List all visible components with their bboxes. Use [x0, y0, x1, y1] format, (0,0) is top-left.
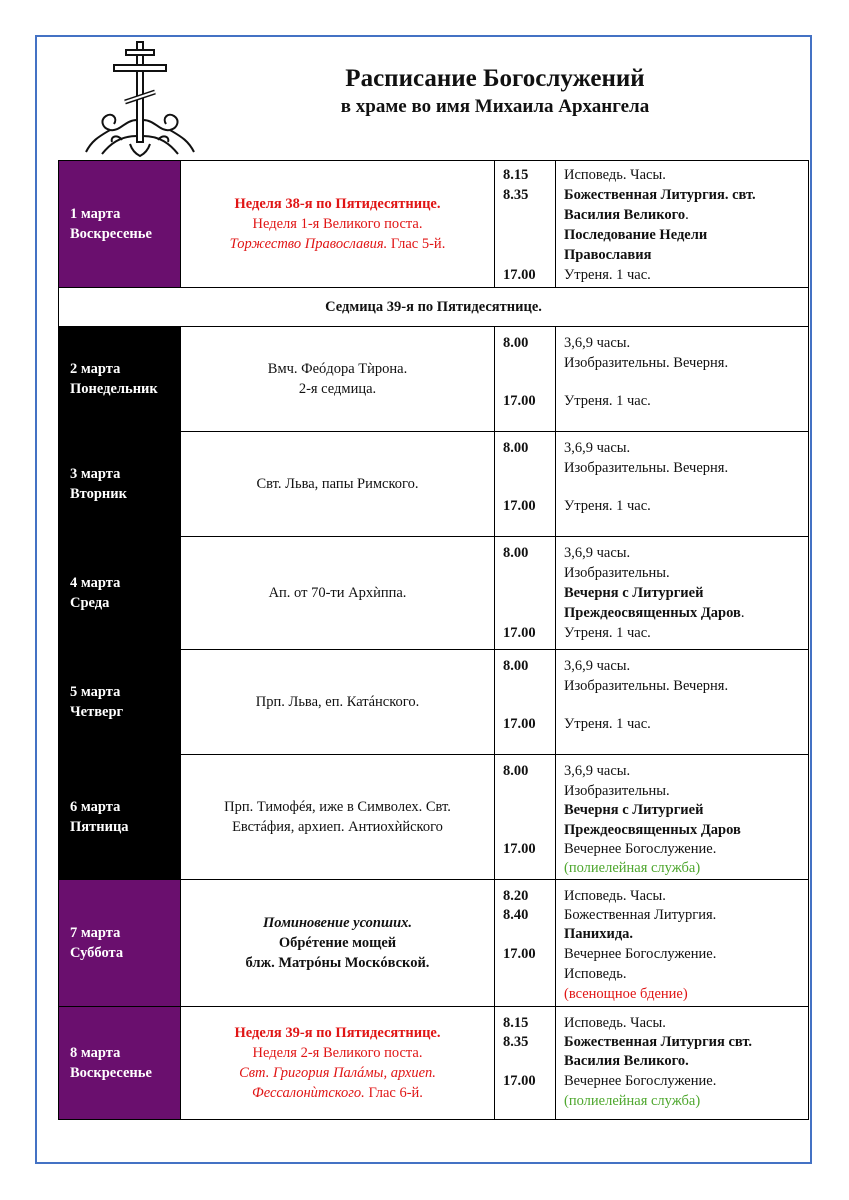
- feast-line: Прп. Льва, еп. Катáнского.: [255, 694, 420, 710]
- service-line: Последование Недели: [564, 227, 708, 243]
- service-line: .: [685, 207, 689, 223]
- feast-line: Прп. Тимофéя, иже в Символех. Свт.: [224, 799, 451, 815]
- service-line: Божественная Литургия свт.: [564, 1034, 753, 1050]
- service-line: (полиелейная служба): [564, 860, 701, 876]
- service-line: Изобразительны. Вечерня.: [564, 460, 729, 476]
- day-weekday: Четверг: [70, 704, 124, 720]
- feast-line: Глас 5-й.: [387, 236, 446, 252]
- services-cell: [556, 327, 809, 432]
- services-cell: [556, 1007, 809, 1120]
- day-cell: [59, 650, 181, 755]
- times-cell: [495, 161, 556, 288]
- service-time: 17.00: [503, 498, 536, 514]
- service-line: Утреня. 1 час.: [564, 393, 651, 409]
- day-cell: [59, 1007, 181, 1120]
- day-weekday: Среда: [70, 595, 110, 611]
- feast-cell: [181, 537, 495, 650]
- service-line: Божественная Литургия.: [564, 907, 717, 923]
- times-cell: [495, 432, 556, 537]
- feast-line: Фессалонѝтского.: [252, 1085, 365, 1101]
- day-weekday: Воскресенье: [70, 1065, 152, 1081]
- service-line: Вечерня с Литургией: [564, 585, 704, 601]
- feast-cell: [181, 432, 495, 537]
- feast-line: Евстáфия, архиеп. Антиохѝйского: [232, 819, 443, 835]
- feast-line: 2-я седмица.: [298, 381, 377, 397]
- service-line: Вечернее Богослужение.: [564, 841, 717, 857]
- service-time: 8.40: [503, 907, 529, 923]
- feast-line: блж. Матрóны Москóвской.: [245, 955, 430, 971]
- service-line: 3,6,9 часы.: [564, 440, 631, 456]
- day-weekday: Вторник: [70, 486, 127, 502]
- service-line: 3,6,9 часы.: [564, 763, 631, 779]
- day-date: 1 марта: [70, 206, 121, 222]
- service-line: Василия Великого: [564, 207, 686, 223]
- services-cell: [556, 161, 809, 288]
- services-cell: [556, 537, 809, 650]
- service-line: Исповедь. Часы.: [564, 888, 666, 904]
- day-weekday: Воскресенье: [70, 226, 152, 242]
- service-time: 17.00: [503, 625, 536, 641]
- feast-line: Неделя 39-я по Пятидесятнице.: [234, 1025, 441, 1041]
- day-date: 5 марта: [70, 684, 121, 700]
- service-line: Преждеосвященных Даров: [564, 822, 741, 838]
- schedule-table: [58, 160, 809, 1120]
- day-weekday: Понедельник: [70, 381, 158, 397]
- page-subtitle: в храме во имя Михаила Архангела: [340, 96, 650, 117]
- service-line: Панихида.: [564, 926, 634, 942]
- service-line: Изобразительны.: [564, 783, 670, 799]
- service-time: 8.00: [503, 440, 529, 456]
- table-row: [59, 755, 809, 880]
- day-cell: [59, 537, 181, 650]
- day-date: 2 марта: [70, 361, 121, 377]
- day-cell: [59, 432, 181, 537]
- service-line: Божественная Литургия. свт.: [564, 187, 756, 203]
- service-time: 17.00: [503, 267, 536, 283]
- table-row: [59, 880, 809, 1007]
- service-line: 3,6,9 часы.: [564, 335, 631, 351]
- day-date: 4 марта: [70, 575, 121, 591]
- feast-line: Неделя 1-я Великого поста.: [252, 216, 423, 232]
- week-header: Седмица 39-я по Пятидесятнице.: [59, 288, 809, 327]
- header: [250, 64, 740, 120]
- services-cell: [556, 755, 809, 880]
- service-time: 8.15: [503, 167, 529, 183]
- service-line: Утреня. 1 час.: [564, 498, 651, 514]
- day-date: 6 марта: [70, 799, 121, 815]
- times-cell: [495, 537, 556, 650]
- day-cell: [59, 327, 181, 432]
- day-weekday: Пятница: [70, 819, 129, 835]
- table-row: [59, 650, 809, 755]
- service-time: 17.00: [503, 841, 536, 857]
- service-line: 3,6,9 часы.: [564, 545, 631, 561]
- service-time: 8.00: [503, 545, 529, 561]
- service-line: (всенощное бдение): [564, 986, 688, 1002]
- feast-cell: [181, 755, 495, 880]
- day-date: 8 марта: [70, 1045, 121, 1061]
- service-time: 8.20: [503, 888, 529, 904]
- table-row: [59, 161, 809, 288]
- service-line: Изобразительны. Вечерня.: [564, 678, 729, 694]
- service-time: 17.00: [503, 393, 536, 409]
- service-line: Исповедь. Часы.: [564, 167, 666, 183]
- services-cell: [556, 880, 809, 1007]
- feast-cell: [181, 1007, 495, 1120]
- service-time: 8.00: [503, 763, 529, 779]
- times-cell: [495, 1007, 556, 1120]
- feast-line: Поминовение усопших.: [262, 915, 413, 931]
- orthodox-cross-icon: [80, 40, 200, 160]
- feast-line: Вмч. Феóдора Тѝрона.: [267, 361, 408, 377]
- feast-line: Глас 6-й.: [364, 1085, 423, 1101]
- table-row: [59, 537, 809, 650]
- page-title: Расписание Богослужений: [345, 65, 645, 92]
- times-cell: [495, 880, 556, 1007]
- times-cell: [495, 755, 556, 880]
- day-date: 7 марта: [70, 925, 121, 941]
- service-line: Вечерня с Литургией: [564, 802, 704, 818]
- services-cell: [556, 432, 809, 537]
- day-cell: [59, 755, 181, 880]
- service-line: Вечернее Богослужение.: [564, 1073, 717, 1089]
- service-time: 17.00: [503, 1073, 536, 1089]
- table-row: [59, 1007, 809, 1120]
- table-row: [59, 288, 809, 327]
- services-cell: [556, 650, 809, 755]
- table-row: [59, 327, 809, 432]
- feast-cell: [181, 161, 495, 288]
- service-line: Преждеосвященных Даров: [564, 605, 741, 621]
- day-date: 3 марта: [70, 466, 121, 482]
- feast-line: Свт. Григория Палáмы, архиеп.: [239, 1065, 436, 1081]
- service-time: 8.35: [503, 187, 529, 203]
- service-line: (полиелейная служба): [564, 1093, 701, 1109]
- feast-line: Торжество Православия.: [229, 236, 388, 252]
- service-line: Православия: [564, 247, 652, 263]
- service-line: Изобразительны. Вечерня.: [564, 355, 729, 371]
- service-time: 8.35: [503, 1034, 529, 1050]
- service-line: Утреня. 1 час.: [564, 625, 651, 641]
- service-time: 8.00: [503, 335, 529, 351]
- service-line: Исповедь. Часы.: [564, 1015, 666, 1031]
- day-cell: [59, 880, 181, 1007]
- service-line: Утреня. 1 час.: [564, 267, 651, 283]
- service-time: 8.15: [503, 1015, 529, 1031]
- service-line: Изобразительны.: [564, 565, 670, 581]
- service-line: .: [740, 605, 745, 621]
- times-cell: [495, 327, 556, 432]
- service-line: 3,6,9 часы.: [564, 658, 631, 674]
- service-time: 17.00: [503, 716, 536, 732]
- service-time: 17.00: [503, 946, 536, 962]
- service-line: Вечернее Богослужение.: [564, 946, 717, 962]
- day-weekday: Суббота: [70, 945, 124, 961]
- service-time: 8.00: [503, 658, 529, 674]
- table-row: [59, 432, 809, 537]
- feast-line: Обрéтение мощей: [278, 935, 397, 951]
- times-cell: [495, 650, 556, 755]
- feast-line: Неделя 2-я Великого поста.: [252, 1045, 423, 1061]
- feast-line: Свт. Льва, папы Римского.: [256, 476, 419, 492]
- feast-cell: [181, 650, 495, 755]
- service-line: Исповедь.: [564, 966, 627, 982]
- feast-line: Ап. от 70-ти Архѝппа.: [268, 585, 407, 601]
- service-line: Василия Великого.: [564, 1053, 689, 1069]
- feast-cell: [181, 327, 495, 432]
- feast-cell: [181, 880, 495, 1007]
- feast-line: Неделя 38-я по Пятидесятнице.: [234, 196, 441, 212]
- service-line: Утреня. 1 час.: [564, 716, 651, 732]
- day-cell: [59, 161, 181, 288]
